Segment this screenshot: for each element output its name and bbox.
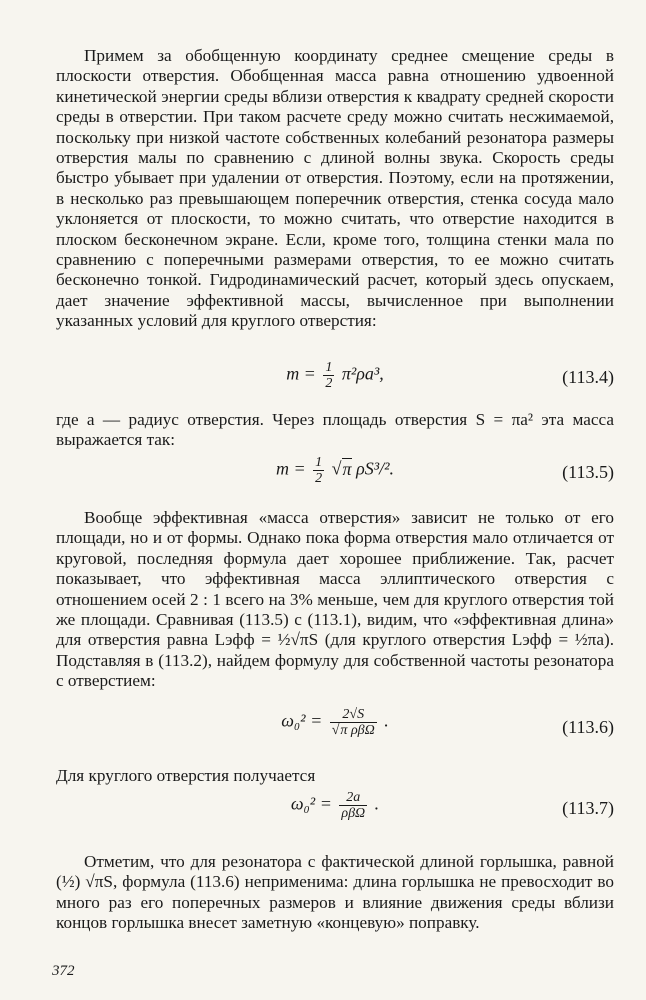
eq1-lhs: m = (286, 363, 316, 384)
eq1-frac-num: 1 (325, 360, 333, 375)
paragraph-2: где a — радиус отверстия. Через площадь отверстия S = πa² эта масса выражается так: (56, 410, 614, 450)
equation-113-6-formula (56, 707, 614, 738)
paragraph-1: Примем за обобщенную координату среднее смещение среды в плоскости отверстия. Обобщенная масса равна отношению удвоенной кинетической энергии среды вблизи отверстия к квадрату средней скорости среды в отверстии. При таком расчете среду можно считать несжимаемой, поскольку при низкой частоте собственных колебаний резонатора размеры отверстия малы по сравнению с длиной волны звука. Скорость среды быстро убывает при удалении от отверстия. Поэтому, если на протяжении, в несколько раз превышающем поперечник отверстия, стенка сосуда мало уклоняется от плоскости, то можно считать, что отверстие находится в плоском бесконечном экране. Если, кроме того, толщина стенки мала по сравнению с поперечными размерами отверстия, то ее можно считать бесконечно тонкой. Гидродинамический расчет, который здесь опускаем, дает значение эффективной массы, вычисленное при выполнении указанных условий для круглого отверстия: (56, 46, 614, 331)
eq4-frac-den: ρβΩ (341, 806, 366, 821)
equation-113-6-number: (113.6) (562, 717, 614, 737)
equation-113-5-number: (113.5) (562, 462, 614, 482)
equation-113-4-number: (113.4) (562, 367, 614, 387)
eq3-lhs: ω₀² = (281, 710, 323, 731)
eq2-fraction (313, 455, 324, 486)
eq3-fraction (330, 707, 377, 738)
eq3-den-root: π (340, 723, 348, 738)
eq3-den-rest: ρβΩ (350, 723, 375, 738)
eq2-frac-num: 1 (315, 455, 323, 470)
eq4-tail: . (374, 793, 380, 814)
eq2-frac-den: 2 (315, 471, 323, 486)
eq2-rhs: ρS³/² (356, 458, 390, 479)
eq2-lhs: m = (275, 458, 306, 479)
eq1-fraction (323, 360, 334, 391)
eq2-root: π (342, 458, 352, 479)
equation-113-6 (56, 705, 614, 753)
eq4-frac-num: 2a (339, 790, 367, 806)
equation-113-7-formula (56, 790, 614, 821)
paragraph-3: Вообще эффективная «масса отверстия» зависит не только от его площади, но и от формы. Однако пока форма отверстия мало отличается от круговой, последняя формула дает хорошее приближение. Так, расчет показывает, что эффективная масса эллиптического отверстия с отношением осей 2 : 1 всего на 3% меньше, чем для круглого отверстия той же площади. Сравнивая (113.5) с (113.1), видим, что «эффективная длина» для отверстия равна Lэфф = ½√πS (для круглого отверстия Lэфф = ½πa). Подставляя в (113.2), найдем формулу для собственной частоты резонатора с отверстием: (56, 508, 614, 691)
equation-113-4-formula (56, 360, 614, 391)
eq2-tail: . (389, 458, 394, 479)
radical-sign-icon: √ (331, 458, 342, 479)
eq3-frac-num: 2√S (330, 707, 377, 723)
equation-113-5 (56, 455, 614, 495)
eq3-frac-den (330, 723, 377, 738)
equation-113-4 (56, 360, 614, 400)
paragraph-5: Отметим, что для резонатора с фактической длиной горлышка, равной (½) √πS, формула (113.6) неприменима: длина горлышка не превосходит во много раз его поперечных размеров и влияние движения среды вблизи концов горлышка внесет заметную «концевую» поправку. (56, 852, 614, 933)
equation-113-7-number: (113.7) (562, 798, 614, 818)
equation-113-5-formula (56, 455, 614, 486)
eq4-lhs: ω₀² = (290, 793, 332, 814)
radical-sign-icon: √ (331, 723, 340, 738)
eq4-fraction (339, 790, 367, 821)
paragraph-4: Для круглого отверстия получается (56, 766, 316, 785)
eq3-tail: . (384, 710, 389, 731)
eq1-rhs: π²ρa³, (341, 363, 384, 384)
page-number: 372 (52, 963, 75, 979)
eq1-frac-den: 2 (325, 376, 333, 391)
equation-113-7 (56, 790, 614, 830)
